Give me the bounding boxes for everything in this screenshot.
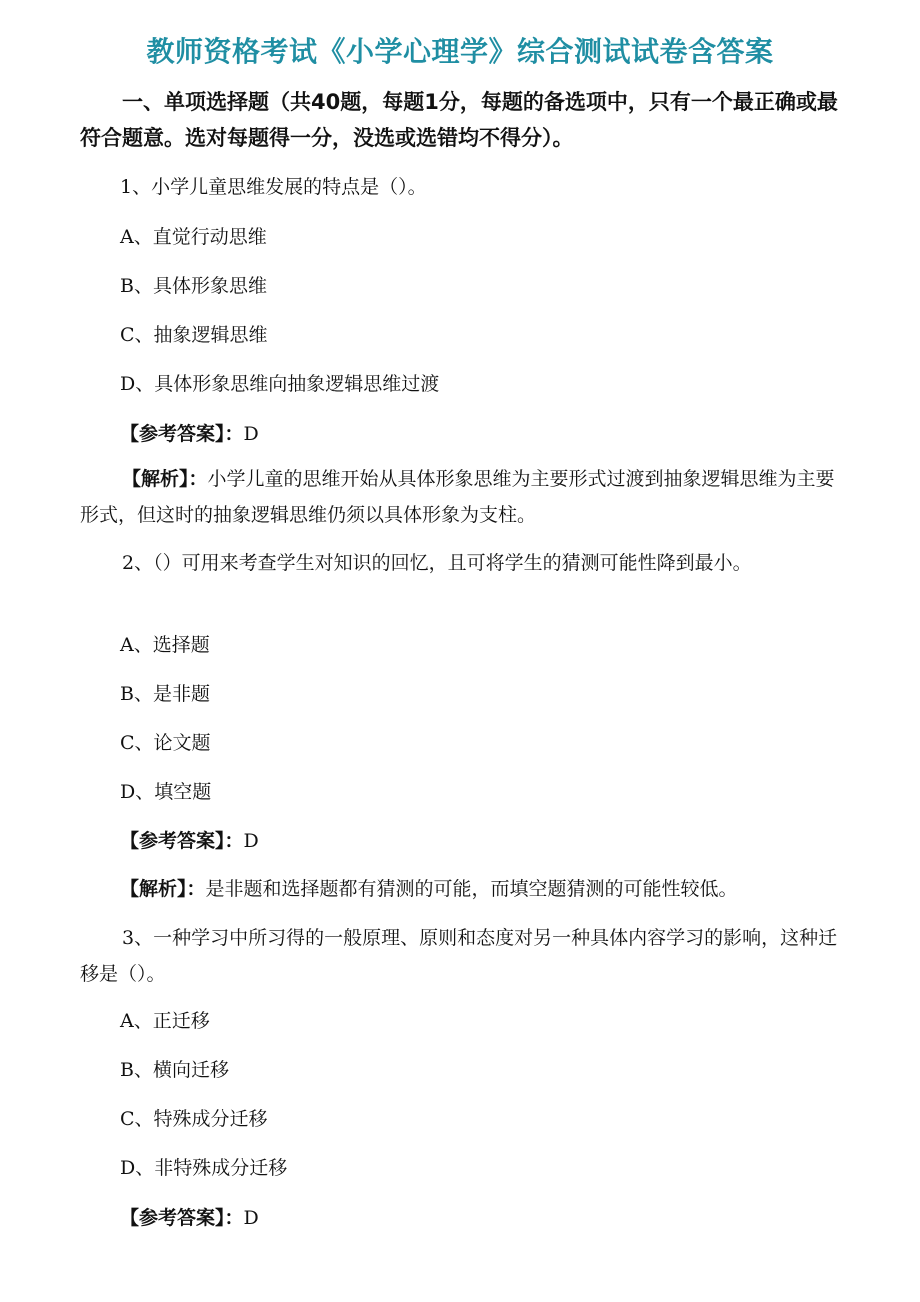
option-b: B、是非题 xyxy=(120,683,210,705)
answer-value: D xyxy=(243,1207,259,1229)
option-d: D、具体形象思维向抽象逻辑思维过渡 xyxy=(120,373,440,395)
analysis-text: 小学儿童的思维开始从具体形象思维为主要形式过渡到抽象逻辑思维为主要形式，但这时的抽象逻辑思维仍须以具体形象为支柱。 xyxy=(80,468,835,526)
question-stem: 2、（）可用来考查学生对知识的回忆，且可将学生的猜测可能性降到最小。 xyxy=(122,552,752,574)
option-a: A、直觉行动思维 xyxy=(120,226,267,248)
analysis-paragraph xyxy=(120,874,738,901)
option-c: C、抽象逻辑思维 xyxy=(120,324,268,346)
analysis-label: 【解析】： xyxy=(122,468,208,490)
question-stem: 3、一种学习中所习得的一般原理、原则和态度对另一种具体内容学习的影响，这种迁移是（）。 xyxy=(80,927,838,985)
document-title: 教师资格考试《小学心理学》综合测试试卷含答案 xyxy=(146,35,774,68)
option-b: B、横向迁移 xyxy=(120,1059,229,1081)
option-c: C、特殊成分迁移 xyxy=(120,1108,268,1130)
analysis-text: 是非题和选择题都有猜测的可能，而填空题猜测的可能性较低。 xyxy=(205,878,738,900)
answer-label: 【参考答案】： xyxy=(120,830,244,852)
option-d: D、填空题 xyxy=(120,781,212,803)
answer-value: D xyxy=(243,423,259,445)
option-c: C、论文题 xyxy=(120,732,211,754)
answer-label: 【参考答案】： xyxy=(120,1207,244,1229)
answer-line xyxy=(120,826,259,853)
option-a: A、选择题 xyxy=(120,634,210,656)
section-heading: 一、单项选择题（共40题，每题1分，每题的备选项中，只有一个最正确或最符合题意。选对每题得一分，没选或选错均不得分）。 xyxy=(80,90,838,150)
answer-value: D xyxy=(243,830,259,852)
option-b: B、具体形象思维 xyxy=(120,275,267,297)
answer-line xyxy=(120,1203,259,1230)
option-d: D、非特殊成分迁移 xyxy=(120,1157,288,1179)
option-a: A、正迁移 xyxy=(120,1010,210,1032)
answer-label: 【参考答案】： xyxy=(120,423,244,445)
question-stem: 1、小学儿童思维发展的特点是（）。 xyxy=(120,176,427,198)
analysis-paragraph xyxy=(80,461,840,533)
analysis-label: 【解析】： xyxy=(120,878,206,900)
answer-line xyxy=(120,419,259,446)
